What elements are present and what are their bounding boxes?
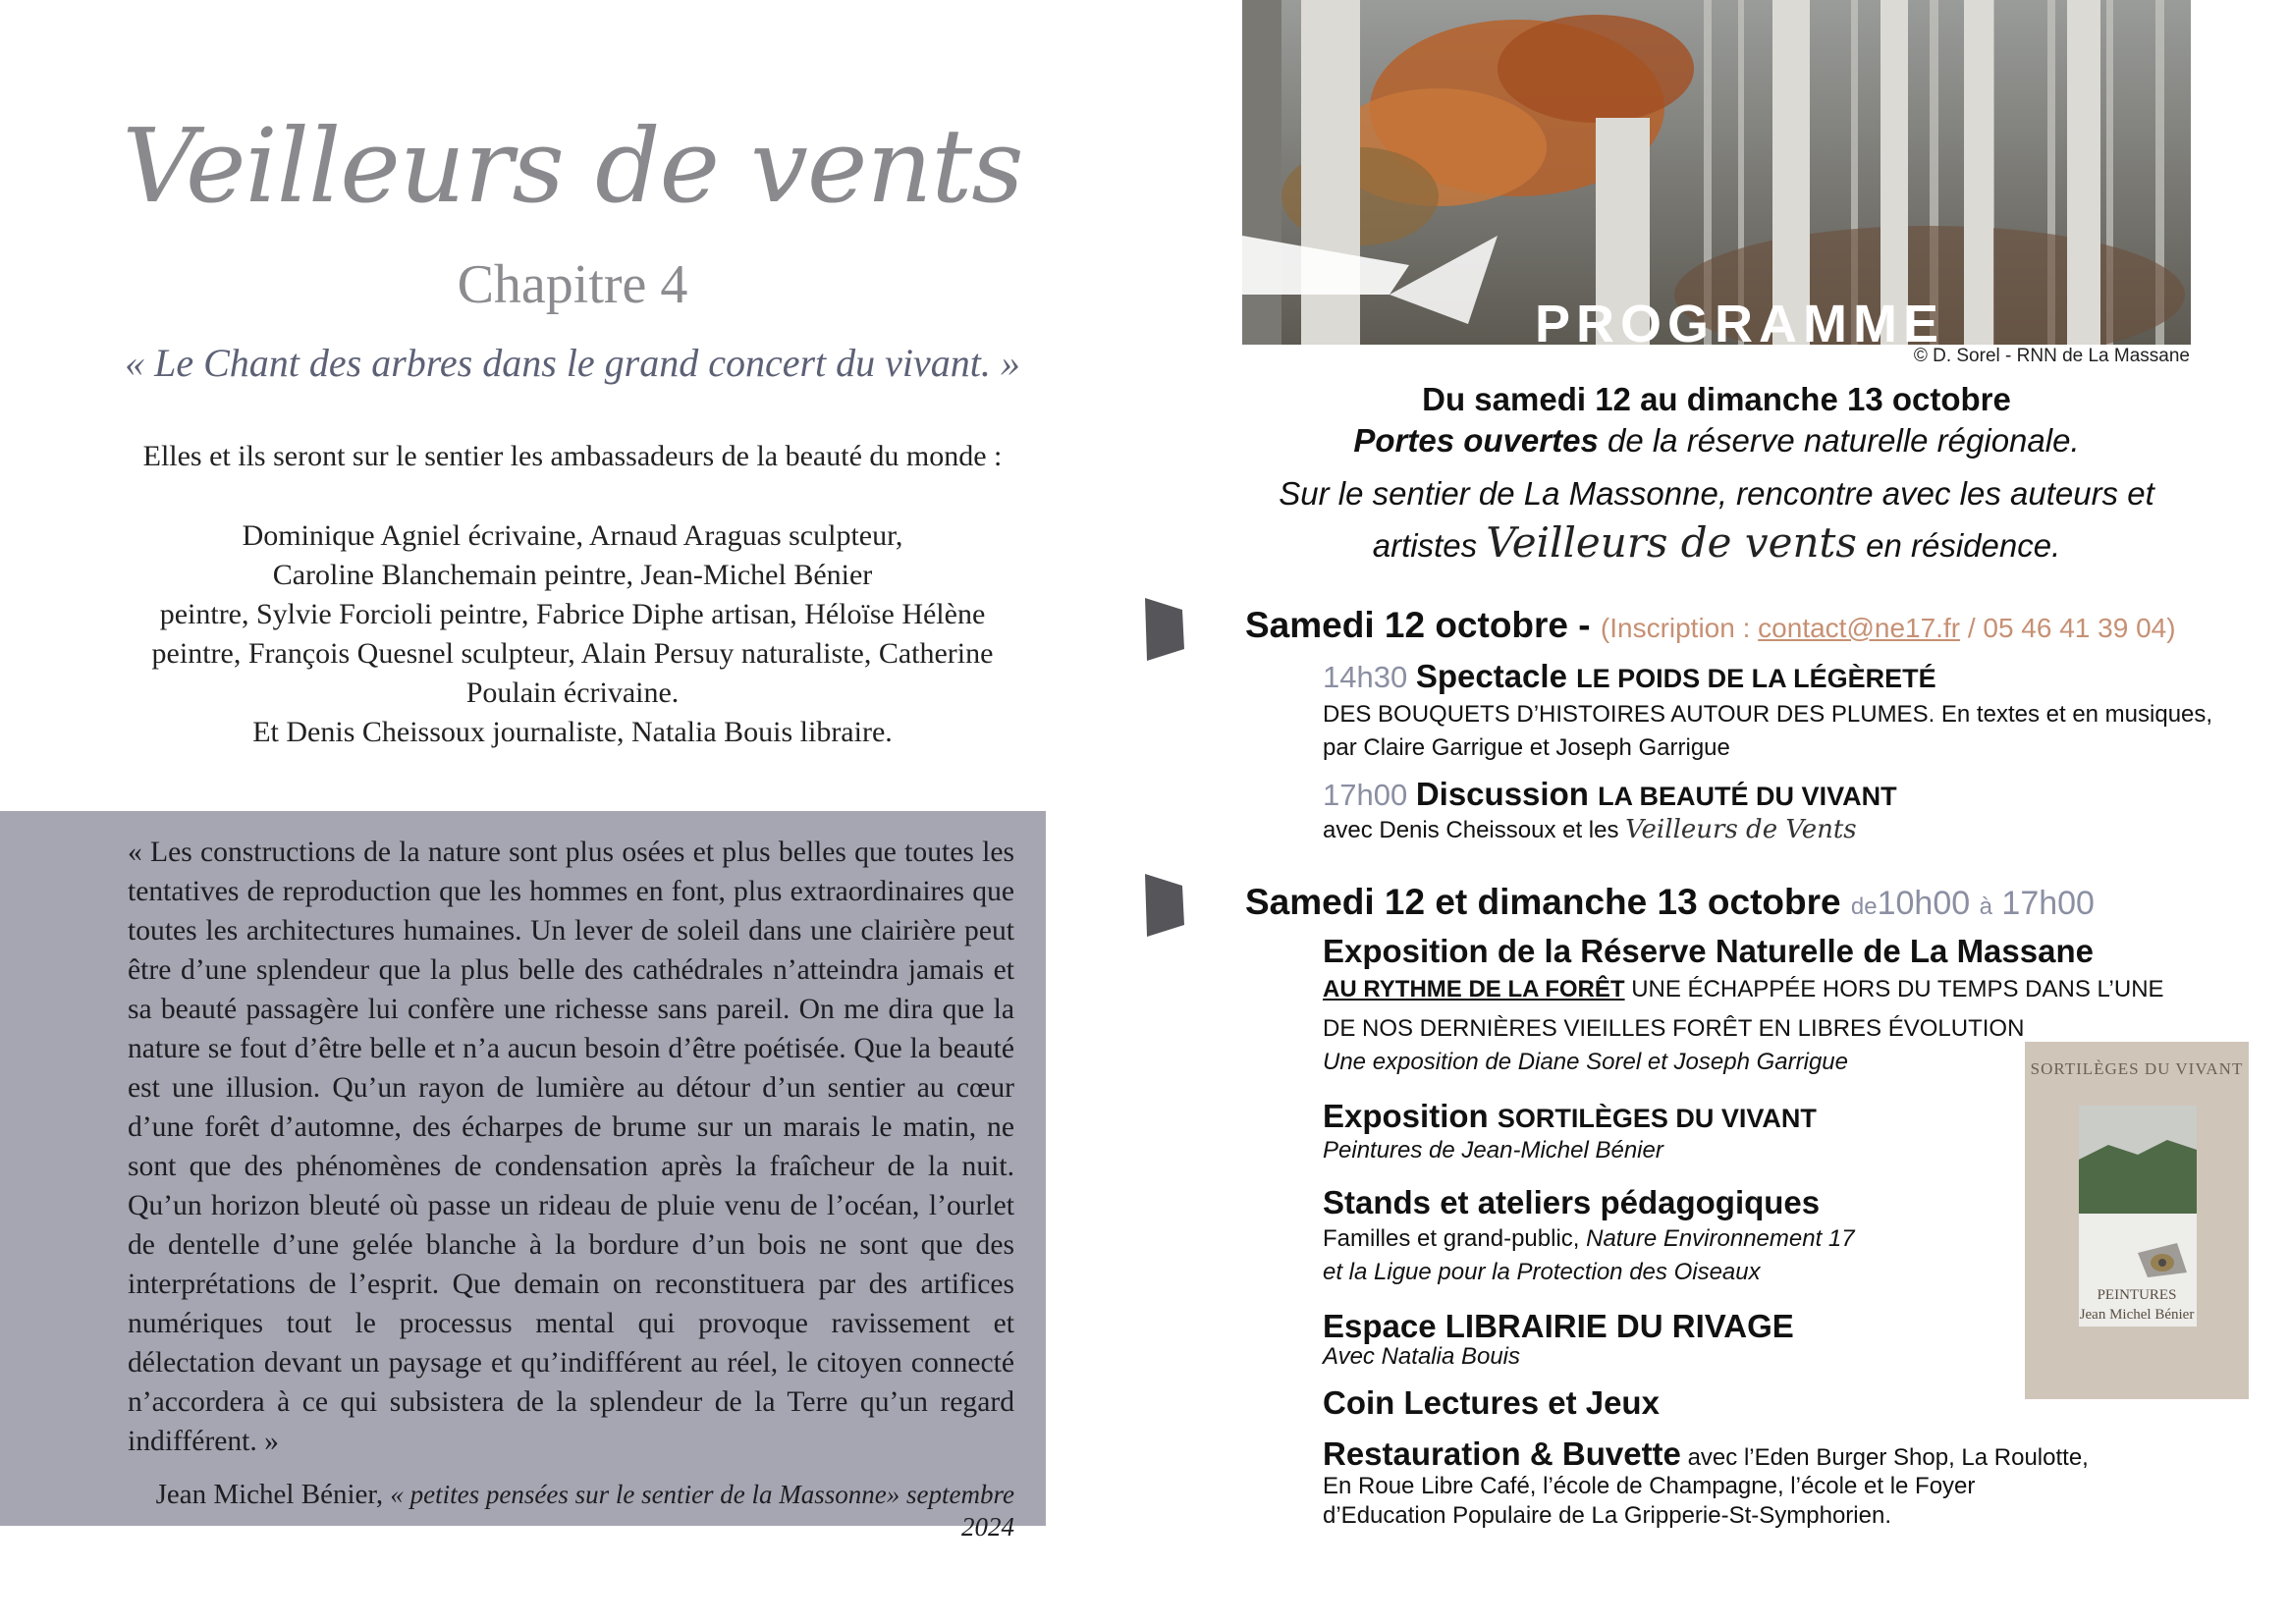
expo2-title: SORTILÈGES DU VIVANT <box>1497 1104 1817 1133</box>
participants-line: Poulain écrivaine. <box>465 677 680 709</box>
path-line-2-a: artistes <box>1372 527 1487 564</box>
participants-line: Caroline Blanchemain peintre, Jean-Michel Bénier <box>272 559 873 591</box>
day2-de: de <box>1850 893 1878 920</box>
photo-programme-label: PROGRAMME <box>1535 295 1944 345</box>
signature-work: « petites pensées sur le sentier de la Massonne» septembre 2024 <box>390 1480 1014 1542</box>
discussion-script-name: Veilleurs de Vents <box>1625 815 1857 844</box>
page-title: Veilleurs de vents <box>122 106 1023 226</box>
event-dates: Du samedi 12 au dimanche 13 octobre <box>1422 381 2011 417</box>
day2-title: Samedi 12 et dimanche 13 octobre <box>1245 882 1851 922</box>
registration-label: (Inscription : <box>1600 613 1759 643</box>
quote-signature <box>128 1479 1014 1543</box>
expo1-desc: UNE ÉCHAPPÉE HORS DU TEMPS DANS L’UNE <box>1624 976 2164 1002</box>
expo2-credit: Peintures de Jean-Michel Bénier <box>1323 1137 1663 1164</box>
poster-title: SORTILÈGES DU VIVANT <box>2030 1059 2244 1078</box>
event-type: Discussion <box>1415 776 1599 812</box>
forest-photo <box>1242 0 2191 345</box>
event-discussion <box>1323 776 1897 813</box>
day1-title: Samedi 12 octobre - <box>1245 605 1601 645</box>
registration-phone: / 05 46 41 39 04) <box>1960 613 2176 643</box>
participants-line: peintre, Sylvie Forcioli peintre, Fabrice Diphe artisan, Héloïse Hélène <box>159 598 986 630</box>
chapter-subtitle: Chapitre 4 <box>457 254 688 315</box>
day2-a: à <box>1979 893 1992 920</box>
catering-line-1 <box>1323 1435 2089 1473</box>
catering-heading: Restauration & Buvette <box>1323 1435 1681 1472</box>
bullet-arrow-icon <box>1143 596 1186 663</box>
event-title: LA BEAUTÉ DU VIVANT <box>1598 782 1897 811</box>
expo2-heading <box>1323 1098 1817 1135</box>
poster-label: PEINTURES <box>2097 1287 2177 1303</box>
registration-email-link[interactable]: contact@ne17.fr <box>1758 613 1961 643</box>
library-label: Espace <box>1323 1308 1445 1344</box>
event-description <box>1323 815 1857 844</box>
path-line-2-b: en résidence. <box>1856 527 2061 564</box>
expo1-credit: Une exposition de Diane Sorel et Joseph Garrigue <box>1323 1049 1848 1075</box>
stands-line-2: et la Ligue pour la Protection des Oiseaux <box>1323 1259 1761 1285</box>
event-time: 17h00 <box>1323 778 1416 812</box>
event-spectacle <box>1323 658 1936 695</box>
tagline-quote: « Le Chant des arbres dans le grand concert du vivant. » <box>125 341 1020 385</box>
path-script-name: Veilleurs de vents <box>1486 518 1857 567</box>
day1-heading <box>1245 605 2176 646</box>
expo1-description <box>1323 976 2164 1003</box>
catering-vendors: avec l’Eden Burger Shop, La Roulotte, <box>1680 1444 2089 1471</box>
poster-artist: Jean Michel Bénier <box>2079 1307 2195 1323</box>
exhibition-poster <box>2025 1042 2249 1399</box>
open-days-rest: de la réserve naturelle régionale. <box>1598 422 2080 459</box>
path-line-1: Sur le sentier de La Massonne, rencontre avec les auteurs et <box>1279 475 2154 512</box>
reading-corner-heading: Coin Lectures et Jeux <box>1323 1384 1660 1421</box>
stands-org: Nature Environnement 17 <box>1586 1225 1855 1252</box>
event-type: Spectacle <box>1415 658 1577 694</box>
day1-registration <box>1601 613 2176 643</box>
participants-line: peintre, François Quesnel sculpteur, Alain Persuy naturaliste, Catherine <box>151 637 994 670</box>
catering-line-2: En Roue Libre Café, l’école de Champagne, l’école et le Foyer <box>1323 1473 1976 1499</box>
event-title: LE POIDS DE LA LÉGÈRETÉ <box>1576 664 1936 693</box>
stands-heading: Stands et ateliers pédagogiques <box>1323 1184 1821 1220</box>
event-description: par Claire Garrigue et Joseph Garrigue <box>1323 734 1730 761</box>
expo1-description-2: DE NOS DERNIÈRES VIEILLES FORÊT EN LIBRES ÉVOLUTION <box>1323 1015 2025 1042</box>
open-days-bold: Portes ouvertes <box>1353 422 1599 459</box>
forest-photo-illustration <box>1242 0 2191 345</box>
event-description: DES BOUQUETS D’HISTOIRES AUTOUR DES PLUMES. En textes et en musiques, <box>1323 701 2213 728</box>
stands-line-1 <box>1323 1225 1855 1253</box>
library-name: LIBRAIRIE DU RIVAGE <box>1444 1308 1794 1344</box>
participants-line: Dominique Agniel écrivaine, Arnaud Araguas sculpteur, <box>242 519 903 552</box>
event-time: 14h30 <box>1323 660 1416 694</box>
quote-box-text: « Les constructions de la nature sont plus osées et plus belles que toutes les tentatives de reproduction que les hommes en font, plus extraordinaires que toutes les architectures humaines. Un lever de soleil dans une clairière peut être d’une splendeur que la plus belle des cathédrales n’atteindra jamais et sa beauté passagère lui confère une richesse sans pareil. On me dira que la nature se fout d’être belle et n’a aucun besoin d’être poétisée. Que la beauté est une illusion. Qu’un rayon de lumière au détour d’un sentier au cœur d’une forêt d’automne, des écharpes de brume sur un marais le matin, ne sont que des phénomènes de condensation après la fraîcheur de la nuit. Qu’un horizon bleuté où passe un rideau de pluie venu de l’océan, l’ourlet de dentelle d’une gelée blanche à la bordure d’un bois ne sont que des interprétations de l’esprit. Que demain on reconstituera par des artifices numériques tout le processus mental qui provoque ravissement et délectation devant un paysage et qu’indifférent au réel, le citoyen connecté n’accordera à ce qui subsistera de la splendeur de la Terre qu’un regard indifférent. » <box>128 837 1014 1457</box>
expo1-title: AU RYTHME DE LA FORÊT <box>1323 976 1625 1002</box>
participants-line: Et Denis Cheissoux journaliste, Natalia Bouis libraire. <box>252 716 893 748</box>
participants-list <box>116 516 1029 752</box>
expo2-type: Exposition <box>1323 1098 1498 1134</box>
stands-audience: Familles et grand-public, <box>1323 1225 1587 1252</box>
bullet-arrow-icon <box>1143 872 1186 939</box>
expo1-heading: Exposition de la Réserve Naturelle de La Massane <box>1323 933 2094 969</box>
day2-end-time: 17h00 <box>1991 885 2095 922</box>
signature-author: Jean Michel Bénier, <box>155 1479 391 1510</box>
path-line-2 <box>1242 518 2191 567</box>
photo-credit: © D. Sorel - RNN de La Massane <box>1913 346 2190 366</box>
day2-start-time: 10h00 <box>1877 885 1980 922</box>
library-host: Avec Natalia Bouis <box>1323 1343 1520 1370</box>
discussion-guests: avec Denis Cheissoux et les <box>1323 817 1626 843</box>
day2-heading <box>1245 882 2095 923</box>
open-days-line <box>1242 422 2191 460</box>
catering-line-3: d’Education Populaire de La Gripperie-St-Symphorien. <box>1323 1502 1891 1529</box>
library-heading <box>1323 1308 1794 1345</box>
intro-text: Elles et ils seront sur le sentier les ambassadeurs de la beauté du monde : <box>142 440 1003 472</box>
